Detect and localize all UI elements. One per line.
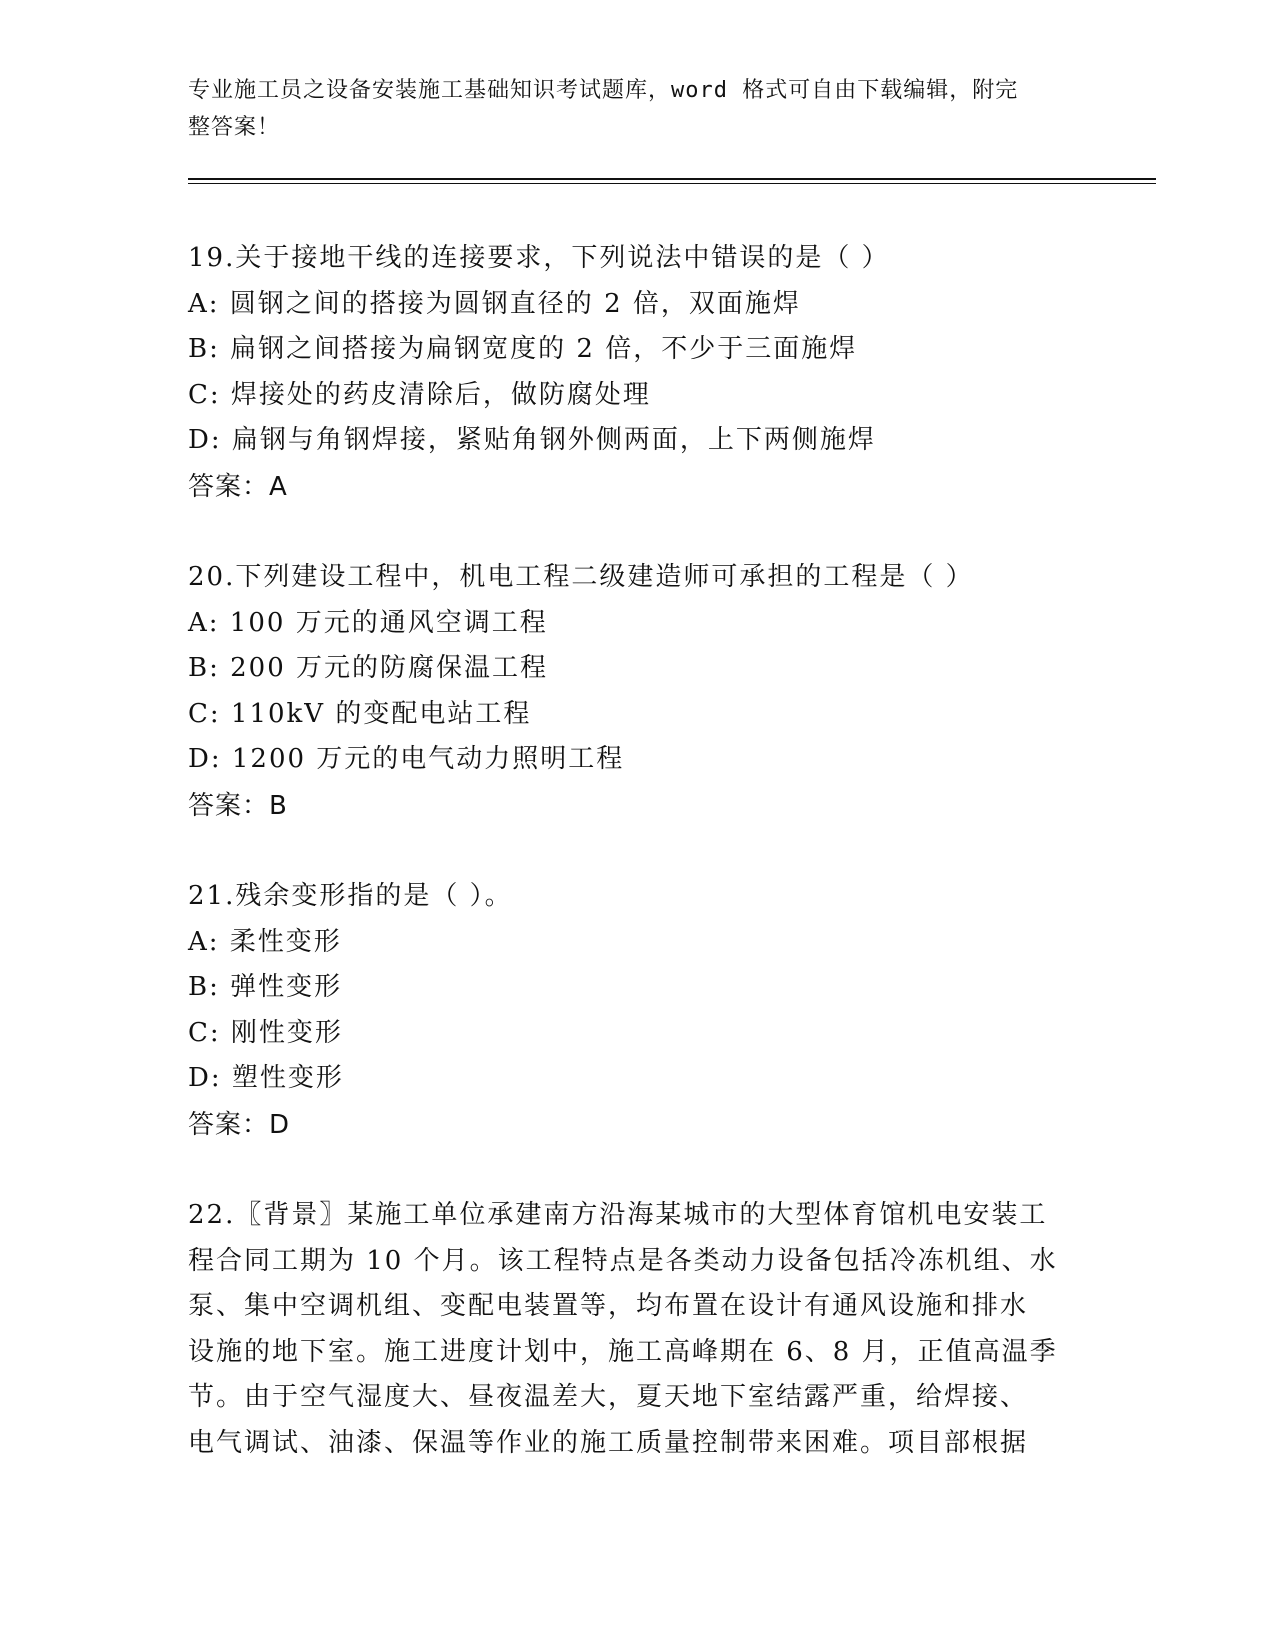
header-line-2: 整答案！ [188, 115, 281, 140]
option-c: C: 焊接处的药皮清除后，做防腐处理 [188, 379, 651, 410]
option-a: A: 柔性变形 [188, 926, 342, 957]
paragraph-line: 程合同工期为 10 个月。该工程特点是各类动力设备包括冷冻机组、水 [188, 1245, 1058, 1276]
paragraph-line: 泵、集中空调机组、变配电装置等，均布置在设计有通风设施和排水 [188, 1291, 1029, 1322]
paragraph-line: 22.〖背景〗某施工单位承建南方沿海某城市的大型体育馆机电安装工 [188, 1199, 1048, 1230]
option-b: B: 扁钢之间搭接为扁钢宽度的 2 倍，不少于三面施焊 [188, 334, 858, 365]
option-c: C: 刚性变形 [188, 1017, 343, 1048]
answer-label: 答案：A [188, 471, 288, 502]
option-c: C: 110kV 的变配电站工程 [188, 698, 532, 729]
option-d: D: 扁钢与角钢焊接，紧贴角钢外侧两面，上下两侧施焊 [188, 425, 876, 456]
option-d: D: 1200 万元的电气动力照明工程 [188, 744, 625, 775]
option-b: B: 200 万元的防腐保温工程 [188, 653, 549, 684]
question-list [188, 236, 1088, 1466]
question-19 [188, 236, 1088, 510]
question-21 [188, 874, 1088, 1148]
question-stem: 20.下列建设工程中，机电工程二级建造师可承担的工程是（ ） [188, 561, 974, 592]
option-d: D: 塑性变形 [188, 1063, 344, 1094]
option-b: B: 弹性变形 [188, 972, 343, 1003]
header-line-1: 专业施工员之设备安装施工基础知识考试题库，word 格式可自由下载编辑，附完 [188, 78, 1019, 103]
answer-label: 答案：B [188, 790, 288, 821]
header-divider-thick [188, 178, 1156, 180]
option-a: A: 100 万元的通风空调工程 [188, 607, 548, 638]
option-a: A: 圆钢之间的搭接为圆钢直径的 2 倍，双面施焊 [188, 288, 801, 319]
paragraph-line: 设施的地下室。施工进度计划中，施工高峰期在 6、8 月，正值高温季 [188, 1336, 1058, 1367]
question-22-background [188, 1193, 1088, 1467]
question-stem: 19.关于接地干线的连接要求，下列说法中错误的是（ ） [188, 243, 890, 273]
question-20 [188, 555, 1088, 829]
paragraph-line: 电气调试、油漆、保温等作业的施工质量控制带来困难。项目部根据 [188, 1427, 1029, 1458]
question-stem: 21.残余变形指的是（ ）。 [188, 880, 513, 911]
answer-label: 答案：D [188, 1109, 291, 1140]
paragraph-line: 节。由于空气湿度大、昼夜温差大，夏天地下室结露严重，给焊接、 [188, 1382, 1029, 1413]
header-divider-thin [188, 183, 1156, 184]
document-header [188, 72, 1068, 146]
